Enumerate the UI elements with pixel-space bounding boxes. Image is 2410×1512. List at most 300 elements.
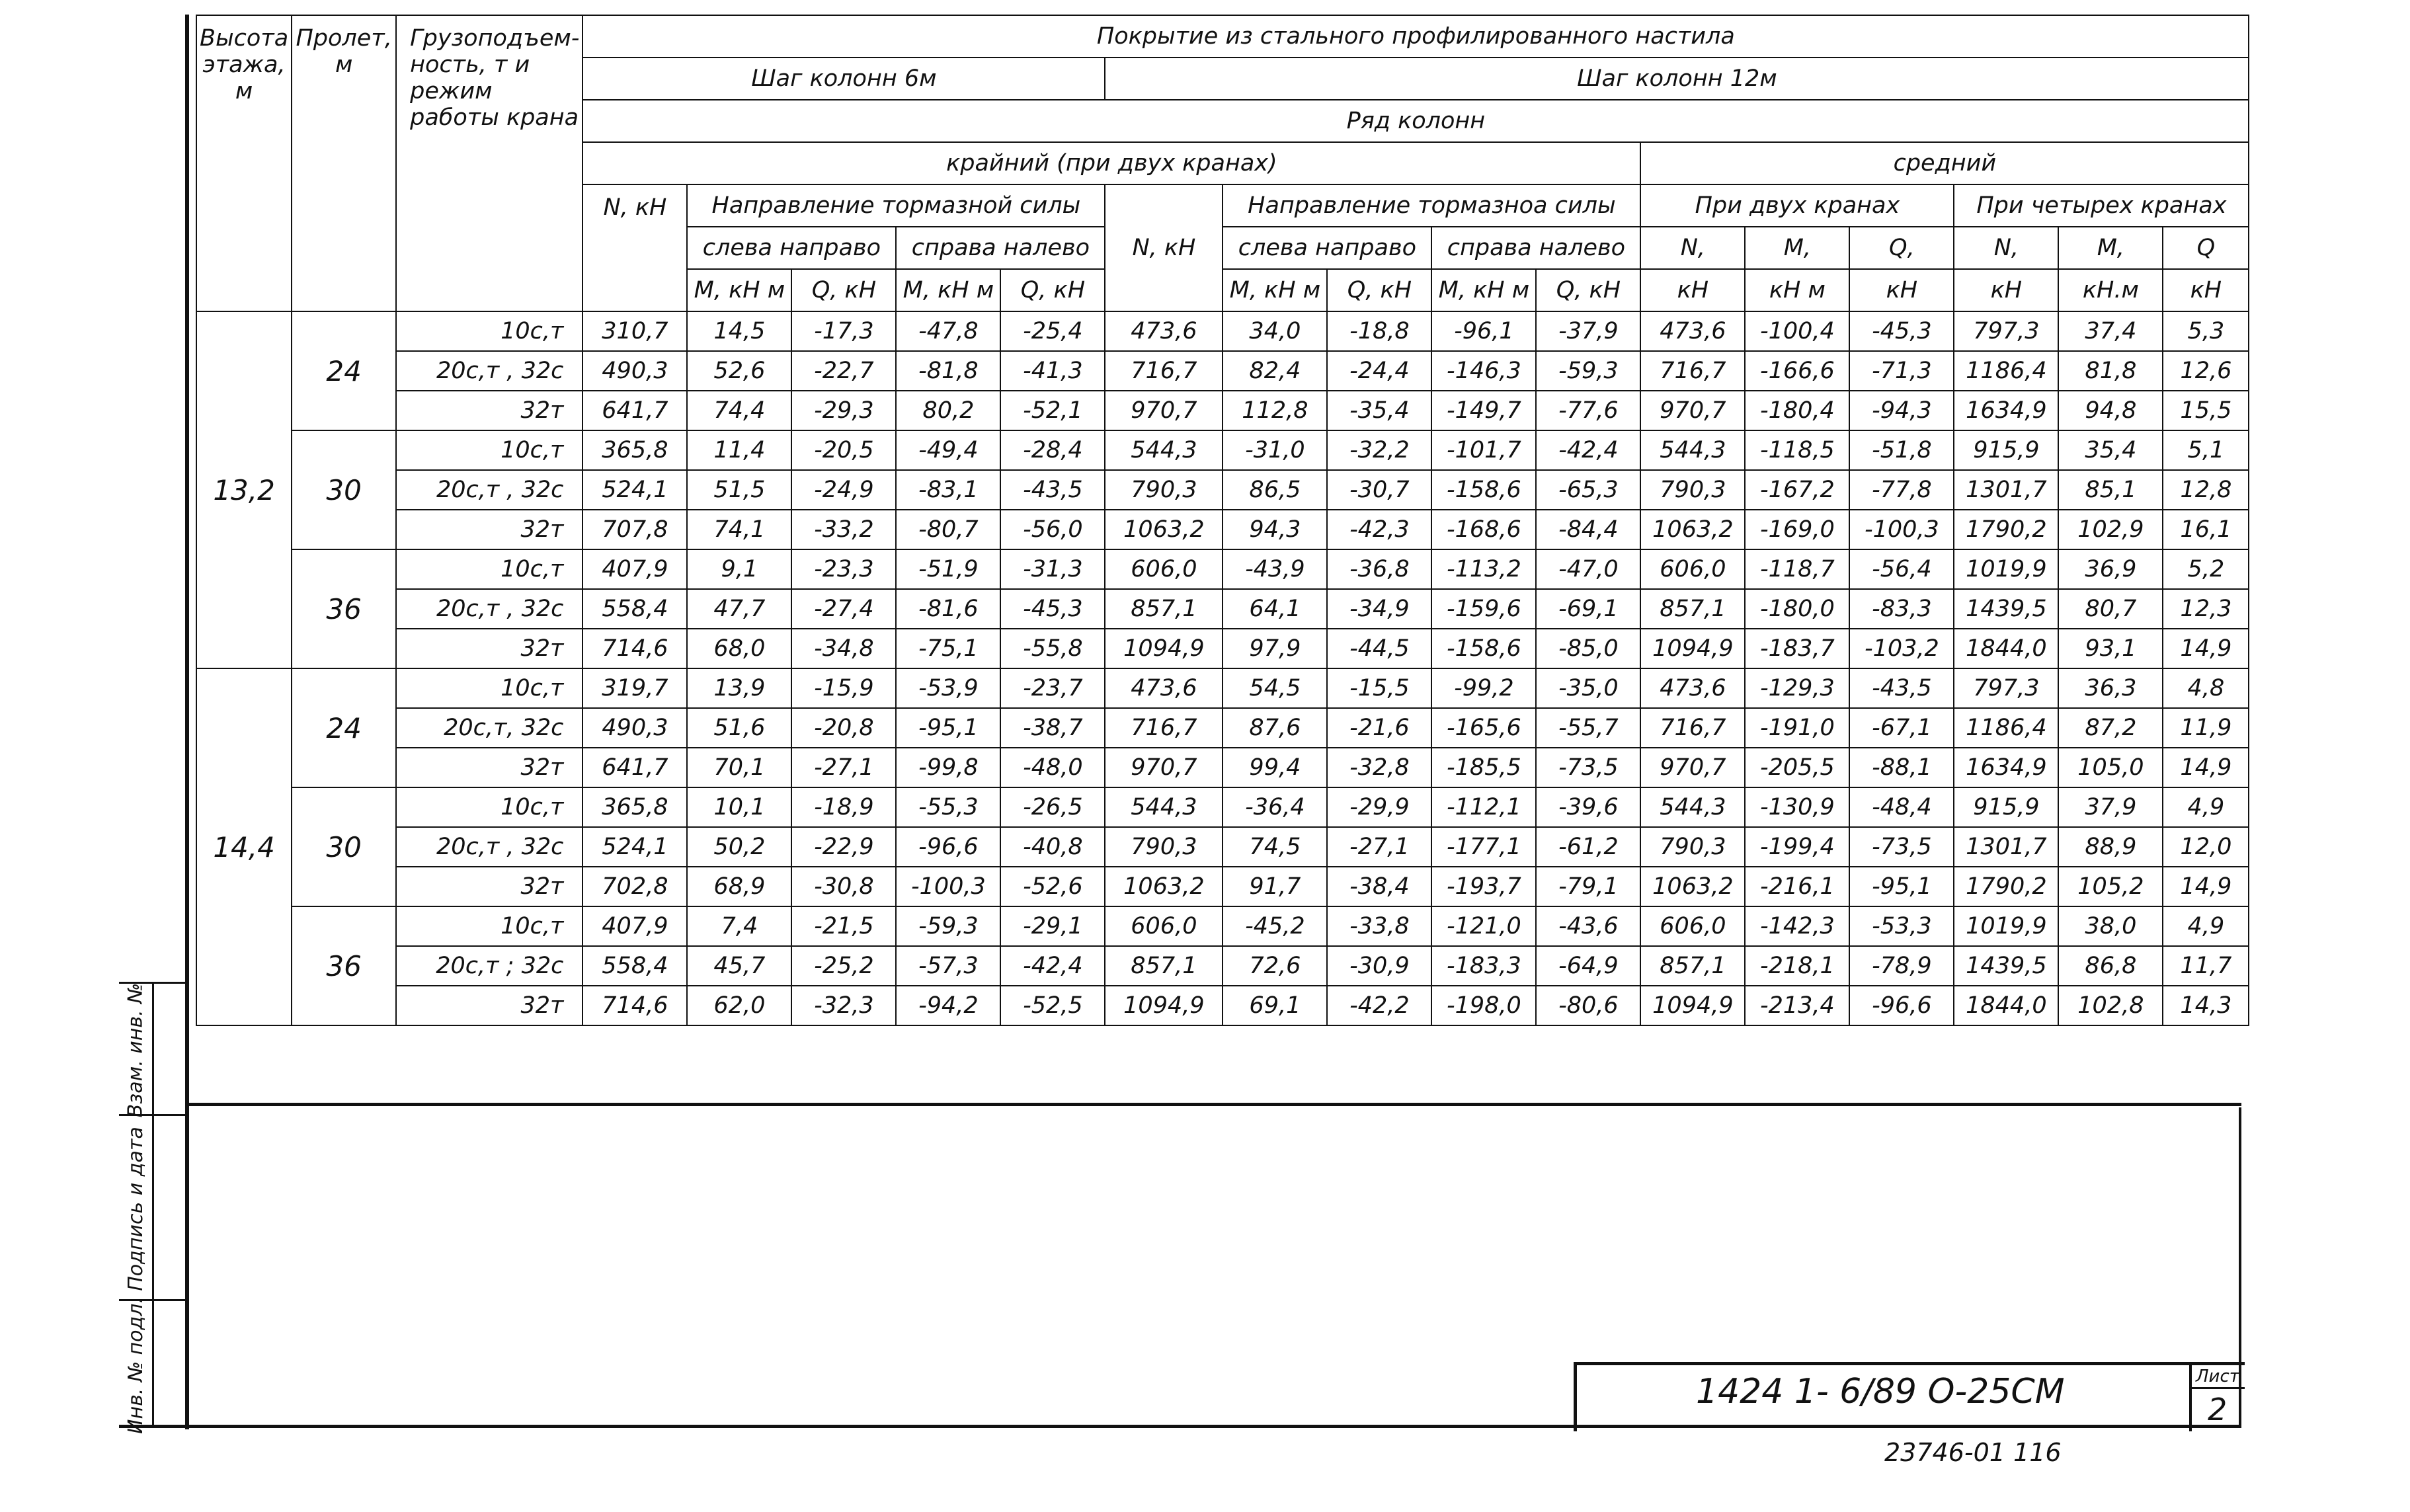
value-cell: -96,1 xyxy=(1431,311,1536,351)
value-cell: -22,9 xyxy=(791,827,896,867)
floor-height-cell: 13,2 xyxy=(196,311,292,668)
value-cell: -55,8 xyxy=(1000,629,1105,668)
value-cell: -218,1 xyxy=(1745,946,1849,986)
value-cell: 1844,0 xyxy=(1954,629,2058,668)
value-cell: -159,6 xyxy=(1431,589,1536,629)
value-cell: 36,9 xyxy=(2058,549,2163,589)
stamp-value-column xyxy=(152,982,187,1428)
crane-mode-cell: 20с,т , 32с xyxy=(396,589,582,629)
value-cell: -55,7 xyxy=(1536,708,1640,748)
value-cell: -33,2 xyxy=(791,510,896,549)
value-cell: 81,8 xyxy=(2058,351,2163,391)
value-cell: 797,3 xyxy=(1954,311,2058,351)
value-cell: 36,3 xyxy=(2058,668,2163,708)
value-cell: 716,7 xyxy=(1105,708,1223,748)
value-cell: -25,2 xyxy=(791,946,896,986)
value-cell: 47,7 xyxy=(687,589,791,629)
value-cell: -100,3 xyxy=(1849,510,1954,549)
value-cell: 544,3 xyxy=(1640,430,1745,470)
value-cell: -73,5 xyxy=(1849,827,1954,867)
value-cell: -43,5 xyxy=(1000,470,1105,510)
value-cell: -38,4 xyxy=(1327,867,1431,906)
value-cell: -55,3 xyxy=(896,787,1000,827)
right-left-6m: справа налево xyxy=(896,227,1105,269)
value-cell: 716,7 xyxy=(1640,351,1745,391)
value-cell: 606,0 xyxy=(1640,906,1745,946)
value-cell: -26,5 xyxy=(1000,787,1105,827)
value-cell: -39,6 xyxy=(1536,787,1640,827)
value-cell: 68,0 xyxy=(687,629,791,668)
q-unit: Q, кН xyxy=(1536,269,1640,311)
value-cell: 790,3 xyxy=(1640,470,1745,510)
four-q-label: Q xyxy=(2163,227,2249,269)
left-right-12m: слева направо xyxy=(1223,227,1431,269)
value-cell: 4,9 xyxy=(2163,787,2249,827)
value-cell: 473,6 xyxy=(1640,668,1745,708)
value-cell: 365,8 xyxy=(582,787,687,827)
value-cell: 1186,4 xyxy=(1954,708,2058,748)
value-cell: -112,1 xyxy=(1431,787,1536,827)
value-cell: 102,8 xyxy=(2058,986,2163,1025)
value-cell: 94,8 xyxy=(2058,391,2163,430)
value-cell: -84,4 xyxy=(1536,510,1640,549)
value-cell: -34,8 xyxy=(791,629,896,668)
value-cell: 606,0 xyxy=(1105,549,1223,589)
value-cell: 54,5 xyxy=(1223,668,1327,708)
m-unit: M, кН м xyxy=(896,269,1000,311)
value-cell: -95,1 xyxy=(1849,867,1954,906)
crane-mode-cell: 32т xyxy=(396,510,582,549)
value-cell: 12,6 xyxy=(2163,351,2249,391)
crane-mode-cell: 20с,т ; 32с xyxy=(396,946,582,986)
value-cell: 82,4 xyxy=(1223,351,1327,391)
value-cell: -32,8 xyxy=(1327,748,1431,787)
value-cell: -83,1 xyxy=(896,470,1000,510)
mid-m-label: M, xyxy=(1745,227,1849,269)
value-cell: 970,7 xyxy=(1640,748,1745,787)
n-header-12m: N, кН xyxy=(1105,184,1223,311)
span-cell: 30 xyxy=(292,430,396,549)
unit: кН.м xyxy=(2058,269,2163,311)
value-cell: 857,1 xyxy=(1105,946,1223,986)
crane-mode-cell: 20с,т , 32с xyxy=(396,827,582,867)
table-row xyxy=(196,668,2249,708)
four-cranes-header: При четырех кранах xyxy=(1954,184,2249,227)
value-cell: 797,3 xyxy=(1954,668,2058,708)
crane-mode-cell: 10с,т xyxy=(396,311,582,351)
value-cell: -199,4 xyxy=(1745,827,1849,867)
stamp-cell xyxy=(119,1114,152,1301)
value-cell: 1063,2 xyxy=(1105,510,1223,549)
value-cell: -51,8 xyxy=(1849,430,1954,470)
stamp-cell xyxy=(119,1297,152,1434)
value-cell: 1634,9 xyxy=(1954,748,2058,787)
value-cell: -113,2 xyxy=(1431,549,1536,589)
value-cell: -42,2 xyxy=(1327,986,1431,1025)
value-cell: 524,1 xyxy=(582,827,687,867)
value-cell: 1094,9 xyxy=(1640,986,1745,1025)
n-header-6m: N, кН xyxy=(582,184,687,311)
right-left-12m: справа налево xyxy=(1431,227,1640,269)
value-cell: 70,1 xyxy=(687,748,791,787)
value-cell: 407,9 xyxy=(582,549,687,589)
stamp-inv-podl: Инв. № подл. xyxy=(124,1297,147,1434)
value-cell: -83,3 xyxy=(1849,589,1954,629)
step6-header: Шаг колонн 6м xyxy=(582,58,1105,100)
table-row xyxy=(196,470,2249,510)
value-cell: -47,8 xyxy=(896,311,1000,351)
value-cell: 15,5 xyxy=(2163,391,2249,430)
table-row xyxy=(196,549,2249,589)
value-cell: 1063,2 xyxy=(1105,867,1223,906)
value-cell: -53,3 xyxy=(1849,906,1954,946)
value-cell: 97,9 xyxy=(1223,629,1327,668)
value-cell: 80,2 xyxy=(896,391,1000,430)
sheet-divider xyxy=(2192,1387,2245,1389)
span-cell: 36 xyxy=(292,906,396,1025)
table-bottom-border xyxy=(185,1103,2241,1106)
mid-n-label: N, xyxy=(1640,227,1745,269)
value-cell: -121,0 xyxy=(1431,906,1536,946)
value-cell: 14,3 xyxy=(2163,986,2249,1025)
value-cell: 857,1 xyxy=(1105,589,1223,629)
value-cell: -45,3 xyxy=(1000,589,1105,629)
value-cell: 790,3 xyxy=(1640,827,1745,867)
value-cell: -29,1 xyxy=(1000,906,1105,946)
two-cranes-header: При двух кранах xyxy=(1640,184,1954,227)
value-cell: -100,4 xyxy=(1745,311,1849,351)
crane-mode-cell: 20с,т , 32с xyxy=(396,351,582,391)
value-cell: -213,4 xyxy=(1745,986,1849,1025)
value-cell: 473,6 xyxy=(1105,668,1223,708)
value-cell: 87,6 xyxy=(1223,708,1327,748)
value-cell: 14,9 xyxy=(2163,867,2249,906)
crane-mode-cell: 10с,т xyxy=(396,549,582,589)
sheet-label: Лист xyxy=(2196,1367,2239,1386)
value-cell: -21,5 xyxy=(791,906,896,946)
value-cell: 5,3 xyxy=(2163,311,2249,351)
value-cell: -52,6 xyxy=(1000,867,1105,906)
left-right-6m: слева направо xyxy=(687,227,896,269)
value-cell: 10,1 xyxy=(687,787,791,827)
value-cell: 1094,9 xyxy=(1640,629,1745,668)
value-cell: -42,4 xyxy=(1536,430,1640,470)
value-cell: 5,1 xyxy=(2163,430,2249,470)
value-cell: -20,5 xyxy=(791,430,896,470)
value-cell: 558,4 xyxy=(582,589,687,629)
value-cell: -65,3 xyxy=(1536,470,1640,510)
value-cell: -177,1 xyxy=(1431,827,1536,867)
value-cell: -37,9 xyxy=(1536,311,1640,351)
value-cell: 1094,9 xyxy=(1105,629,1223,668)
value-cell: -36,4 xyxy=(1223,787,1327,827)
brake-direction-6m: Направление тормазной силы xyxy=(687,184,1105,227)
crane-mode-cell: 10с,т xyxy=(396,906,582,946)
value-cell: -142,3 xyxy=(1745,906,1849,946)
crane-mode-cell: 10с,т xyxy=(396,430,582,470)
table-row xyxy=(196,351,2249,391)
value-cell: -28,4 xyxy=(1000,430,1105,470)
value-cell: -193,7 xyxy=(1431,867,1536,906)
value-cell: 490,3 xyxy=(582,351,687,391)
value-cell: 14,9 xyxy=(2163,629,2249,668)
value-cell: 51,5 xyxy=(687,470,791,510)
value-cell: -79,1 xyxy=(1536,867,1640,906)
value-cell: 87,2 xyxy=(2058,708,2163,748)
value-cell: 93,1 xyxy=(2058,629,2163,668)
value-cell: 606,0 xyxy=(1105,906,1223,946)
value-cell: -52,5 xyxy=(1000,986,1105,1025)
table-row xyxy=(196,867,2249,906)
value-cell: -94,3 xyxy=(1849,391,1954,430)
unit: кН xyxy=(1640,269,1745,311)
q-unit: Q, кН xyxy=(791,269,896,311)
four-n-label: N, xyxy=(1954,227,2058,269)
value-cell: -18,8 xyxy=(1327,311,1431,351)
crane-mode-cell: 20с,т , 32с xyxy=(396,470,582,510)
value-cell: -48,4 xyxy=(1849,787,1954,827)
value-cell: 707,8 xyxy=(582,510,687,549)
value-cell: 112,8 xyxy=(1223,391,1327,430)
value-cell: 9,1 xyxy=(687,549,791,589)
value-cell: -183,3 xyxy=(1431,946,1536,986)
value-cell: 1186,4 xyxy=(1954,351,2058,391)
value-cell: 11,4 xyxy=(687,430,791,470)
value-cell: 86,5 xyxy=(1223,470,1327,510)
value-cell: 1790,2 xyxy=(1954,867,2058,906)
value-cell: -36,8 xyxy=(1327,549,1431,589)
value-cell: -129,3 xyxy=(1745,668,1849,708)
value-cell: 544,3 xyxy=(1105,430,1223,470)
value-cell: -205,5 xyxy=(1745,748,1849,787)
value-cell: -45,2 xyxy=(1223,906,1327,946)
value-cell: -32,3 xyxy=(791,986,896,1025)
unit: кН xyxy=(1849,269,1954,311)
value-cell: 86,8 xyxy=(2058,946,2163,986)
value-cell: 94,3 xyxy=(1223,510,1327,549)
unit: кН м xyxy=(1745,269,1849,311)
value-cell: -42,3 xyxy=(1327,510,1431,549)
value-cell: -15,5 xyxy=(1327,668,1431,708)
table-row xyxy=(196,589,2249,629)
value-cell: -158,6 xyxy=(1431,470,1536,510)
value-cell: 105,0 xyxy=(2058,748,2163,787)
value-cell: 74,5 xyxy=(1223,827,1327,867)
value-cell: 790,3 xyxy=(1105,827,1223,867)
value-cell: 52,6 xyxy=(687,351,791,391)
crane-mode-cell: 32т xyxy=(396,629,582,668)
value-cell: -118,5 xyxy=(1745,430,1849,470)
value-cell: 544,3 xyxy=(1640,787,1745,827)
span-cell: 36 xyxy=(292,549,396,668)
table-row xyxy=(196,946,2249,986)
value-cell: 857,1 xyxy=(1640,589,1745,629)
table-body xyxy=(196,311,2249,1025)
m-unit: M, кН м xyxy=(1431,269,1536,311)
value-cell: 1301,7 xyxy=(1954,470,2058,510)
table-row xyxy=(196,430,2249,470)
value-cell: 716,7 xyxy=(1105,351,1223,391)
value-cell: 68,9 xyxy=(687,867,791,906)
value-cell: -57,3 xyxy=(896,946,1000,986)
value-cell: -166,6 xyxy=(1745,351,1849,391)
stamp-cell xyxy=(119,982,152,1116)
q-unit: Q, кН xyxy=(1000,269,1105,311)
value-cell: -71,3 xyxy=(1849,351,1954,391)
unit: кН xyxy=(1954,269,2058,311)
value-cell: 12,8 xyxy=(2163,470,2249,510)
value-cell: 473,6 xyxy=(1640,311,1745,351)
value-cell: -149,7 xyxy=(1431,391,1536,430)
stamp-cell xyxy=(152,1114,185,1301)
value-cell: 310,7 xyxy=(582,311,687,351)
value-cell: 915,9 xyxy=(1954,430,2058,470)
value-cell: -73,5 xyxy=(1536,748,1640,787)
value-cell: 5,2 xyxy=(2163,549,2249,589)
value-cell: 72,6 xyxy=(1223,946,1327,986)
value-cell: -101,7 xyxy=(1431,430,1536,470)
value-cell: -85,0 xyxy=(1536,629,1640,668)
value-cell: -80,6 xyxy=(1536,986,1640,1025)
height-header: Высота этажа, м xyxy=(196,15,292,311)
value-cell: -35,0 xyxy=(1536,668,1640,708)
value-cell: 1094,9 xyxy=(1105,986,1223,1025)
value-cell: 407,9 xyxy=(582,906,687,946)
value-cell: 1439,5 xyxy=(1954,946,2058,986)
side-stamp xyxy=(119,982,185,1434)
value-cell: -17,3 xyxy=(791,311,896,351)
value-cell: -43,5 xyxy=(1849,668,1954,708)
value-cell: -183,7 xyxy=(1745,629,1849,668)
table-row xyxy=(196,629,2249,668)
value-cell: -158,6 xyxy=(1431,629,1536,668)
stamp-cell xyxy=(152,982,185,1116)
value-cell: -88,1 xyxy=(1849,748,1954,787)
value-cell: -94,2 xyxy=(896,986,1000,1025)
value-cell: -48,0 xyxy=(1000,748,1105,787)
value-cell: -23,7 xyxy=(1000,668,1105,708)
step12-header: Шаг колонн 12м xyxy=(1105,58,2249,100)
value-cell: 35,4 xyxy=(2058,430,2163,470)
value-cell: 12,0 xyxy=(2163,827,2249,867)
value-cell: -118,7 xyxy=(1745,549,1849,589)
crane-mode-cell: 10с,т xyxy=(396,668,582,708)
value-cell: 69,1 xyxy=(1223,986,1327,1025)
value-cell: -59,3 xyxy=(1536,351,1640,391)
crane-mode-cell: 10с,т xyxy=(396,787,582,827)
value-cell: -99,2 xyxy=(1431,668,1536,708)
value-cell: -96,6 xyxy=(1849,986,1954,1025)
value-cell: 716,7 xyxy=(1640,708,1745,748)
value-cell: -81,6 xyxy=(896,589,1000,629)
value-cell: 1634,9 xyxy=(1954,391,2058,430)
value-cell: -45,3 xyxy=(1849,311,1954,351)
value-cell: 714,6 xyxy=(582,629,687,668)
document-code: 1424 1- 6/89 О-25СМ xyxy=(1696,1372,2065,1412)
q-unit: Q, кН xyxy=(1327,269,1431,311)
value-cell: -30,7 xyxy=(1327,470,1431,510)
value-cell: 473,6 xyxy=(1105,311,1223,351)
value-cell: 38,0 xyxy=(2058,906,2163,946)
value-cell: 85,1 xyxy=(2058,470,2163,510)
value-cell: 857,1 xyxy=(1640,946,1745,986)
value-cell: -27,1 xyxy=(1327,827,1431,867)
value-cell: 88,9 xyxy=(2058,827,2163,867)
value-cell: -47,0 xyxy=(1536,549,1640,589)
floor-height-cell: 14,4 xyxy=(196,668,292,1025)
value-cell: -67,1 xyxy=(1849,708,1954,748)
value-cell: -64,9 xyxy=(1536,946,1640,986)
value-cell: -100,3 xyxy=(896,867,1000,906)
value-cell: 11,9 xyxy=(2163,708,2249,748)
value-cell: -61,2 xyxy=(1536,827,1640,867)
value-cell: -24,4 xyxy=(1327,351,1431,391)
archive-code: 23746-01 116 xyxy=(1884,1438,2062,1467)
table-row xyxy=(196,748,2249,787)
value-cell: 16,1 xyxy=(2163,510,2249,549)
value-cell: -77,8 xyxy=(1849,470,1954,510)
value-cell: -35,4 xyxy=(1327,391,1431,430)
value-cell: 558,4 xyxy=(582,946,687,986)
value-cell: 7,4 xyxy=(687,906,791,946)
value-cell: 13,9 xyxy=(687,668,791,708)
value-cell: -32,2 xyxy=(1327,430,1431,470)
table-row xyxy=(196,311,2249,351)
span-cell: 24 xyxy=(292,668,396,787)
value-cell: 1063,2 xyxy=(1640,510,1745,549)
span-cell: 24 xyxy=(292,311,396,430)
value-cell: -69,1 xyxy=(1536,589,1640,629)
value-cell: 970,7 xyxy=(1640,391,1745,430)
value-cell: -29,9 xyxy=(1327,787,1431,827)
value-cell: -31,0 xyxy=(1223,430,1327,470)
value-cell: 37,9 xyxy=(2058,787,2163,827)
span-header: Пролет, м xyxy=(292,15,396,311)
value-cell: 702,8 xyxy=(582,867,687,906)
value-cell: -59,3 xyxy=(896,906,1000,946)
value-cell: 790,3 xyxy=(1105,470,1223,510)
crane-mode-cell: 32т xyxy=(396,867,582,906)
value-cell: 641,7 xyxy=(582,748,687,787)
value-cell: -23,3 xyxy=(791,549,896,589)
value-cell: -43,6 xyxy=(1536,906,1640,946)
value-cell: 606,0 xyxy=(1640,549,1745,589)
value-cell: -130,9 xyxy=(1745,787,1849,827)
value-cell: 524,1 xyxy=(582,470,687,510)
value-cell: -75,1 xyxy=(896,629,1000,668)
crane-mode-cell: 32т xyxy=(396,748,582,787)
value-cell: -146,3 xyxy=(1431,351,1536,391)
value-cell: -25,4 xyxy=(1000,311,1105,351)
value-cell: -168,6 xyxy=(1431,510,1536,549)
value-cell: -49,4 xyxy=(896,430,1000,470)
brake-direction-12m: Направление тормазноа силы xyxy=(1223,184,1640,227)
value-cell: 14,5 xyxy=(687,311,791,351)
value-cell: -27,4 xyxy=(791,589,896,629)
capacity-header: Грузоподъем-ность, т и режим работы крана xyxy=(396,15,582,311)
forces-table xyxy=(196,15,2249,1026)
m-unit: M, кН м xyxy=(687,269,791,311)
value-cell: 1019,9 xyxy=(1954,906,2058,946)
value-cell: 45,7 xyxy=(687,946,791,986)
value-cell: 1301,7 xyxy=(1954,827,2058,867)
value-cell: 102,9 xyxy=(2058,510,2163,549)
table-row xyxy=(196,708,2249,748)
value-cell: -38,7 xyxy=(1000,708,1105,748)
value-cell: -18,9 xyxy=(791,787,896,827)
value-cell: -216,1 xyxy=(1745,867,1849,906)
value-cell: 64,1 xyxy=(1223,589,1327,629)
